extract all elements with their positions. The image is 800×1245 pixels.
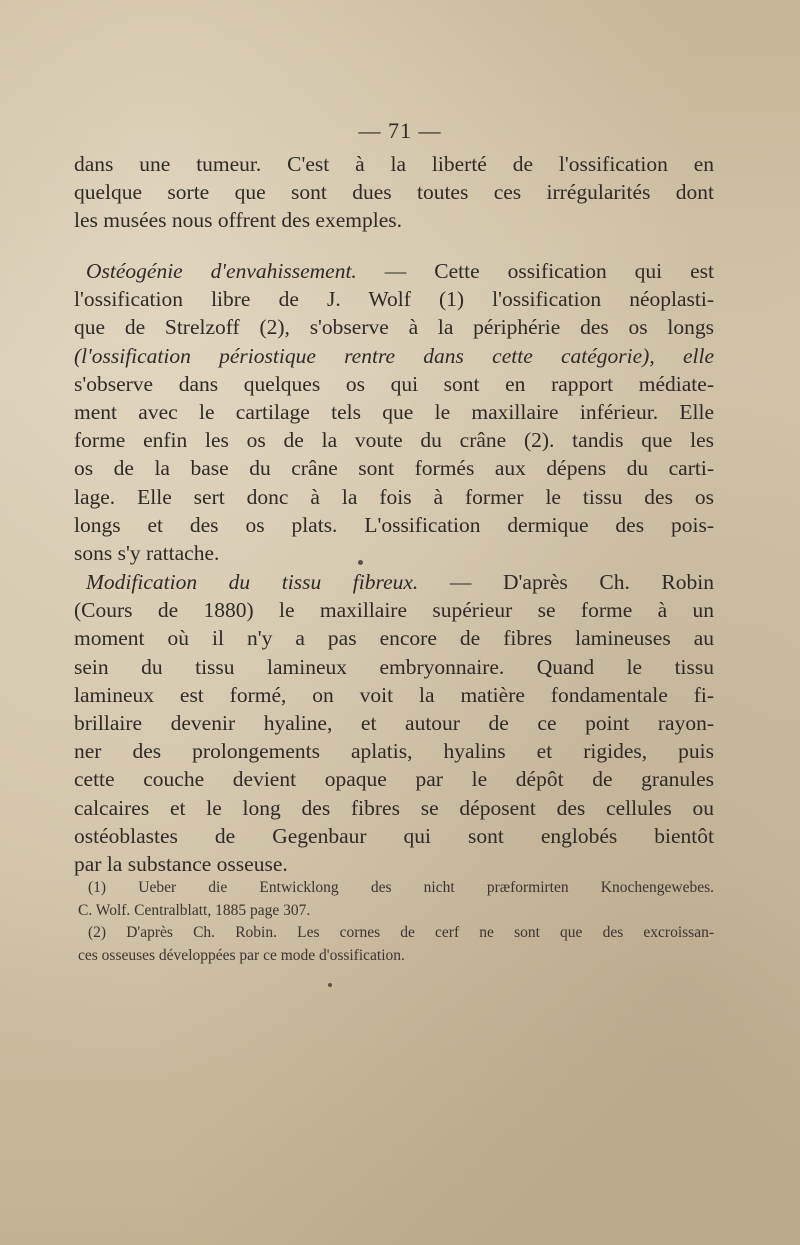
footnote-line: (1) Ueber die Entwicklong des nicht præformirten Knochengewebes.	[88, 879, 714, 896]
text-line: lage. Elle sert donc à la fois à former le tissu des os	[74, 484, 714, 509]
text-line	[74, 257, 714, 285]
text-line: les musées nous offrent des exemples.	[74, 208, 403, 233]
text-line: (l'ossification périostique rentre dans cette catégorie), elle	[74, 343, 714, 368]
page-number: — 71 —	[358, 118, 442, 143]
footnote-line: ces osseuses développées par ce mode d'ossification.	[78, 946, 405, 964]
text-line: ostéoblastes de Gegenbaur qui sont englobés bientôt	[74, 823, 714, 848]
text-line: s'observe dans quelques os qui sont en rapport médiate-	[74, 371, 714, 396]
text-line: os de la base du crâne sont formés aux dépens du carti-	[74, 456, 714, 481]
ink-dot	[358, 560, 363, 565]
text-line: brillaire devenir hyaline, et autour de ce point rayon-	[74, 711, 714, 736]
heading-continuation: — Cette ossification qui est	[356, 259, 714, 283]
text-line: forme enfin les os de la voute du crâne (2). tandis que les	[74, 428, 714, 453]
paragraph-continuation	[74, 150, 714, 235]
text-line: (Cours de 1880) le maxillaire supérieur se forme à un	[74, 598, 714, 623]
text-line: dans une tumeur. C'est à la liberté de l'ossification en	[74, 152, 714, 176]
text-line: que de Strelzoff (2), s'observe à la périphérie des os longs	[74, 315, 714, 340]
text-line: cette couche devient opaque par le dépôt de granules	[74, 767, 714, 792]
text-line	[74, 568, 714, 596]
text-line: quelque sorte que sont dues toutes ces irrégularités dont	[74, 180, 714, 205]
footnote-line: (2) D'après Ch. Robin. Les cornes de cerf ne sont que des excroissan-	[88, 924, 714, 941]
paragraph-osteogenie	[74, 257, 714, 567]
text-line: lamineux est formé, on voit la matière fondamentale fi-	[74, 682, 714, 707]
text-line: l'ossification libre de J. Wolf (1) l'ossification néoplasti-	[74, 287, 714, 312]
text-line: moment où il n'y a pas encore de fibres lamineuses au	[74, 626, 714, 651]
footnote-line: C. Wolf. Centralblatt, 1885 page 307.	[78, 901, 311, 919]
section-heading: Modification du tissu fibreux.	[86, 570, 419, 594]
text-line: longs et des os plats. L'ossification dermique des pois-	[74, 512, 714, 537]
ink-dot	[328, 983, 332, 987]
text-line: ment avec le cartilage tels que le maxillaire inférieur. Elle	[74, 400, 714, 425]
text-line: par la substance osseuse.	[74, 852, 288, 877]
text-line: sons s'y rattache.	[74, 541, 220, 566]
footnotes	[78, 877, 714, 967]
text-line: ner des prolongements aplatis, hyalins et rigides, puis	[74, 739, 714, 764]
paragraph-tissu-fibreux	[74, 568, 714, 878]
heading-continuation: — D'après Ch. Robin	[418, 570, 714, 594]
text-line: calcaires et le long des fibres se déposent des cellules ou	[74, 795, 714, 820]
text-line: sein du tissu lamineux embryonnaire. Quand le tissu	[74, 654, 714, 679]
section-heading: Ostéogénie d'envahissement.	[86, 259, 357, 283]
